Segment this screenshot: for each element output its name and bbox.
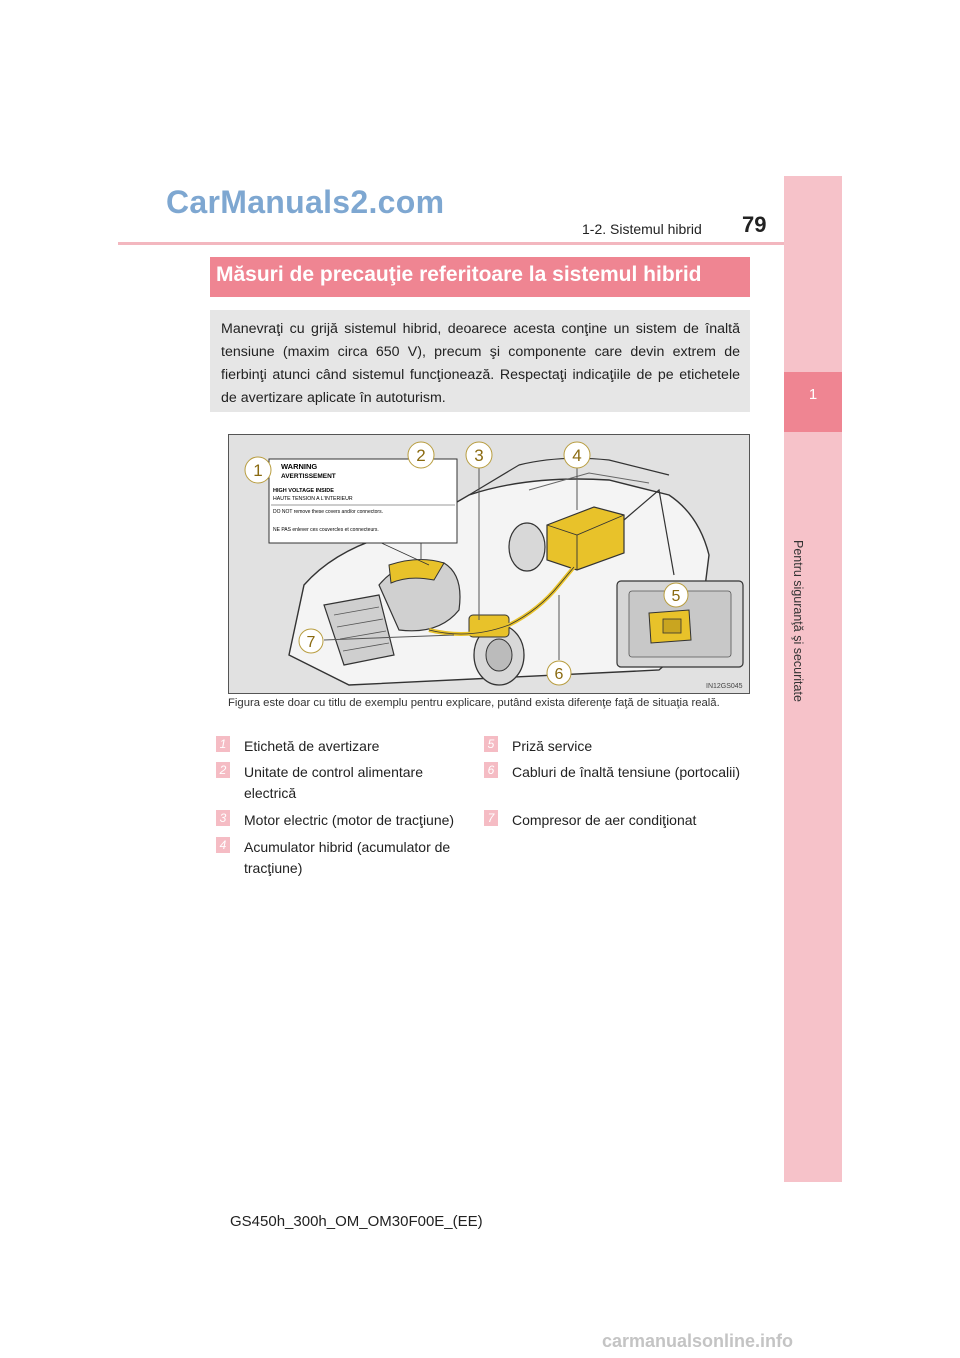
label-line: HAUTE TENSION A L'INTERIEUR [273, 496, 353, 502]
legend-number-badge: 5 [484, 736, 498, 752]
page-number: 79 [742, 212, 767, 237]
legend-text: Priză service [512, 738, 593, 754]
label-line: WARNING [281, 462, 318, 471]
legend-item [216, 762, 472, 804]
car-drawing [229, 435, 749, 693]
legend-item [484, 736, 740, 757]
section-label: 1-2. Sistemul hibrid [582, 221, 702, 237]
legend-number-badge: 7 [484, 810, 498, 826]
label-line: HIGH VOLTAGE INSIDE [273, 488, 334, 494]
legend-text: Motor electric (motor de tracţiune) [244, 812, 455, 828]
legend-item [216, 810, 472, 831]
legend-text: Unitate de control alimentare electrică [244, 764, 423, 801]
intro-text: Manevraţi cu grijă sistemul hibrid, deoarece acesta conţine un sistem de înaltă tensiune (maxim circa 650 V), precum şi componente care devin extrem de fierbinţi atunci când sistemul funcţionează. Respectaţi indicaţiile de pe etichetele de avertizare aplicate în autoturism. [221, 321, 740, 406]
legend-item [484, 762, 740, 783]
svg-text:4: 4 [572, 446, 582, 465]
svg-text:7: 7 [306, 634, 316, 651]
svg-text:1: 1 [253, 461, 263, 480]
callout-7-icon [299, 629, 323, 653]
callout-6-icon [547, 661, 571, 685]
callout-1-icon [245, 457, 271, 483]
legend-number-badge: 2 [216, 762, 230, 778]
legend-number-badge: 4 [216, 837, 230, 853]
chapter-number: 1 [808, 386, 818, 403]
label-line: DO NOT remove these covers and/or connectors. [273, 509, 383, 515]
legend-item [216, 837, 472, 879]
svg-text:2: 2 [416, 446, 426, 465]
legend-item [484, 810, 740, 831]
callout-2-icon [408, 442, 434, 468]
callout-4-icon [564, 442, 590, 468]
chapter-title-vertical: Pentru siguranţă şi securitate [791, 540, 805, 702]
callout-5-icon [664, 583, 688, 607]
figure-caption: Figura este doar cu titlu de exemplu pentru explicare, putând exista diferenţe faţă de situaţia reală. [228, 697, 720, 709]
legend-text: Cabluri de înaltă tensiune (portocalii) [512, 764, 741, 780]
legend-number-badge: 3 [216, 810, 230, 826]
legend-number-badge: 6 [484, 762, 498, 778]
figure-code: IN12GS045 [706, 683, 743, 690]
callout-3-icon [466, 442, 492, 468]
svg-text:5: 5 [671, 588, 681, 605]
label-line: AVERTISSEMENT [281, 473, 336, 480]
header-rule [118, 242, 784, 245]
legend-text: Acumulator hibrid (acumulator de tracţiune) [244, 839, 451, 876]
legend-text: Etichetă de avertizare [244, 738, 380, 754]
hybrid-system-illustration [228, 434, 750, 694]
legend-number-badge: 1 [216, 736, 230, 752]
svg-text:6: 6 [554, 666, 564, 683]
page-title: Măsuri de precauţie referitoare la sistemul hibrid [216, 263, 702, 286]
legend-text: Compresor de aer condiţionat [512, 812, 697, 828]
watermark-logo: CarManuals2.com [166, 184, 445, 220]
label-line: NE PAS enlever ces couvercles et connecteurs. [273, 527, 379, 533]
watermark-footer: carmanualsonline.info [602, 1331, 794, 1351]
document-footer-code: GS450h_300h_OM_OM30F00E_(EE) [230, 1213, 483, 1230]
svg-text:3: 3 [474, 446, 484, 465]
legend-item [216, 736, 472, 757]
